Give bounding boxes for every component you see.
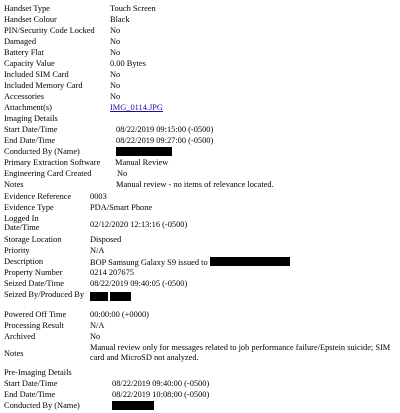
handset-details: [4, 0, 400, 114]
field-label: Powered Off Time: [4, 310, 67, 319]
redacted-field: [112, 401, 154, 413]
field-label: Seized By/Produced By: [4, 290, 85, 299]
field-value: Disposed: [90, 235, 122, 244]
preimaging-heading: Pre-Imaging Details: [4, 368, 72, 377]
field-row: [4, 268, 400, 279]
field-value: No: [110, 26, 121, 35]
redaction-box: [210, 257, 290, 266]
field-label: Logged In Date/Time: [4, 214, 40, 233]
extraction-details: [4, 158, 400, 191]
field-label: Start Date/Time: [4, 379, 58, 388]
field-label: Evidence Reference: [4, 192, 72, 201]
attachment-row: [4, 103, 400, 114]
field-label: PIN/Security Code Locked: [4, 26, 95, 35]
field-value: No: [110, 92, 121, 101]
attachment-link[interactable]: IMG_0114.JPG: [110, 103, 163, 112]
field-label: Evidence Type: [4, 203, 54, 212]
field-label: Start Date/Time: [4, 125, 58, 134]
field-row: [4, 4, 400, 15]
field-label: Processing Result: [4, 321, 64, 330]
field-value: 02/12/2020 12:13:16 (-0500): [90, 220, 188, 229]
redaction-box: [112, 401, 154, 410]
section-heading: [4, 114, 400, 125]
field-row: [4, 290, 400, 310]
field-label: Seized Date/Time: [4, 279, 64, 288]
field-row: [4, 192, 400, 203]
field-label: Handset Type: [4, 4, 51, 13]
field-row: [4, 310, 400, 321]
field-label: Damaged: [4, 37, 37, 46]
field-label: Handset Colour: [4, 15, 57, 24]
redacted-field: [116, 147, 172, 159]
redacted-field: [90, 292, 131, 304]
imaging-heading: Imaging Details: [4, 114, 58, 123]
redaction-box: [90, 292, 108, 301]
field-row: [4, 401, 400, 412]
field-label: Capacity Value: [4, 59, 55, 68]
field-value: Manual review - no items of relevance located.: [116, 180, 274, 189]
field-row: [4, 26, 400, 37]
field-label: Property Number: [4, 268, 63, 277]
field-label: Accessories: [4, 92, 44, 101]
field-label: Engineering Card Created: [4, 169, 92, 178]
field-row: [4, 180, 400, 191]
field-label: Storage Location: [4, 235, 62, 244]
evidence-details: [4, 192, 400, 367]
field-value: 00:00:00 (+0000): [90, 310, 149, 319]
imaging-details: [4, 114, 400, 158]
field-row: [4, 279, 400, 290]
field-value: No: [117, 169, 128, 178]
description-text: BOP Samsung Galaxy S9 issued to: [90, 258, 208, 267]
field-row: [4, 214, 400, 235]
field-value: N/A: [90, 321, 105, 330]
field-row: [4, 147, 400, 158]
field-row: [4, 48, 400, 59]
field-row: [4, 92, 400, 103]
field-row: [4, 379, 400, 390]
field-row: [4, 169, 400, 180]
field-value: PDA/Smart Phone: [90, 203, 153, 212]
field-label: Attachment(s): [4, 103, 52, 112]
field-label: Battery Flat: [4, 48, 44, 57]
field-value: 0003: [90, 192, 107, 201]
field-label: Priority: [4, 246, 30, 255]
field-value: No: [110, 70, 121, 79]
field-label: End Date/Time: [4, 136, 56, 145]
field-label: Conducted By (Name): [4, 147, 80, 156]
field-label: End Date/Time: [4, 390, 56, 399]
field-value: Touch Screen: [110, 4, 156, 13]
field-row: [4, 235, 400, 246]
redaction-box: [110, 292, 131, 301]
field-label: Notes: [4, 180, 24, 189]
field-row: [4, 15, 400, 26]
field-row: [4, 59, 400, 70]
field-value: No: [110, 48, 121, 57]
field-row: [4, 332, 400, 343]
field-value: No: [90, 332, 101, 341]
preimaging-details: [4, 368, 400, 412]
field-row: [4, 70, 400, 81]
field-row: [4, 125, 400, 136]
field-row: [4, 343, 400, 367]
field-value: No: [110, 37, 121, 46]
field-value: 08/22/2019 09:40:05 (-0500): [90, 279, 188, 288]
field-label: Notes: [4, 349, 24, 358]
field-value: 0214 207675: [90, 268, 134, 277]
field-value: 0.00 Bytes: [110, 59, 146, 68]
field-row: [4, 81, 400, 92]
field-value: 08/22/2019 09:15:00 (-0500): [116, 125, 214, 134]
field-row: [4, 257, 400, 268]
field-value: N/A: [90, 246, 105, 255]
field-row: [4, 321, 400, 332]
field-label: Conducted By (Name): [4, 401, 80, 410]
field-value: Manual review only for messages related to job performance failure/Epstein suicide; SIM card and MicroSD not analyzed.: [90, 343, 391, 363]
field-row: [4, 246, 400, 257]
field-value: [90, 257, 290, 269]
field-value: No: [110, 81, 121, 90]
redaction-box: [116, 147, 172, 156]
field-row: [4, 37, 400, 48]
field-value: 08/22/2019 09:40:00 (-0500): [112, 379, 210, 388]
field-value: Manual Review: [115, 158, 169, 167]
field-value: 08/22/2019 10:08:00 (-0500): [112, 390, 210, 399]
field-label: Primary Extraction Software: [4, 158, 101, 167]
field-value: 08/22/2019 09:27:00 (-0500): [116, 136, 214, 145]
field-row: [4, 203, 400, 214]
field-label: Included Memory Card: [4, 81, 83, 90]
field-value: Black: [110, 15, 130, 24]
field-row: [4, 390, 400, 401]
field-label: Included SIM Card: [4, 70, 69, 79]
field-label: Archived: [4, 332, 36, 341]
section-heading: [4, 368, 400, 379]
field-row: [4, 136, 400, 147]
field-row: [4, 158, 400, 169]
field-label: Description: [4, 257, 44, 266]
